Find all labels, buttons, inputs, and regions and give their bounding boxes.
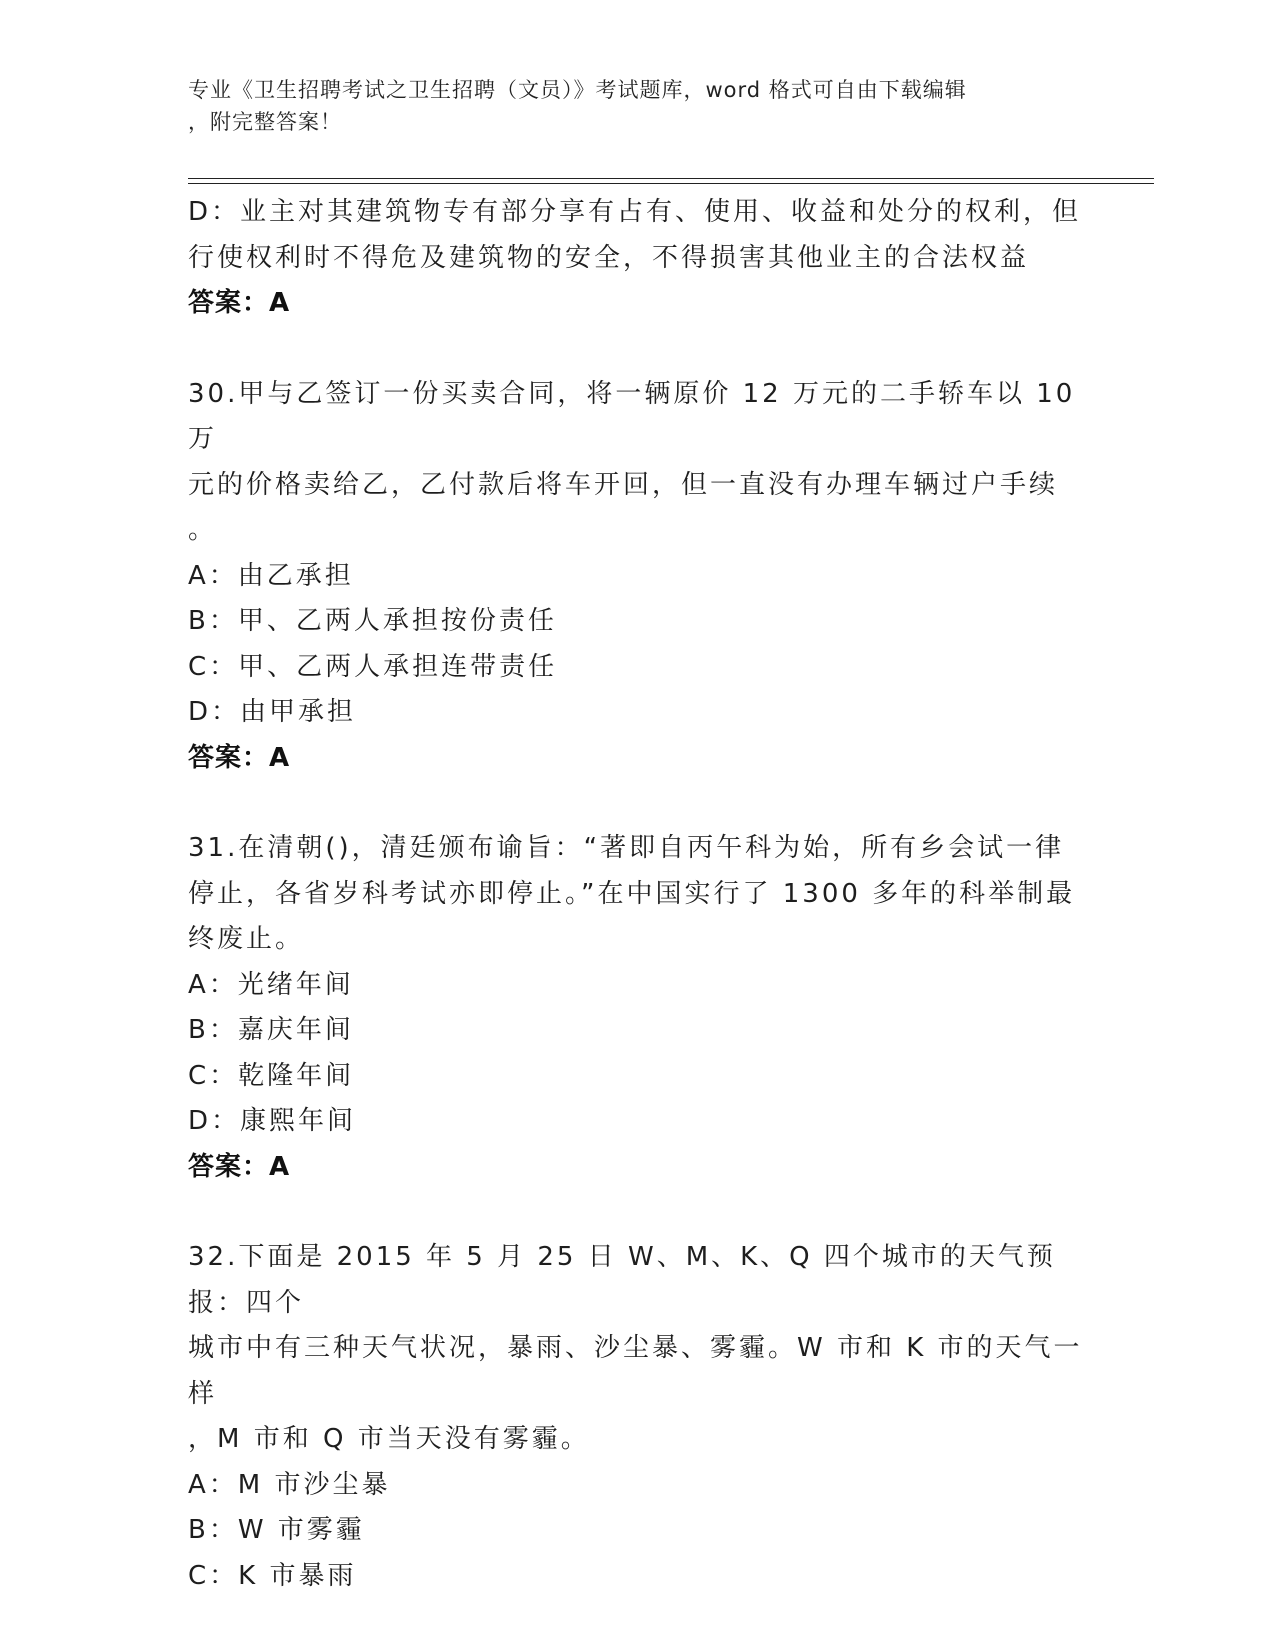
- question-stem-line: 30.甲与乙签订一份买卖合同，将一辆原价 12 万元的二手轿车以 10 万: [188, 378, 1087, 454]
- option-c: C：乾隆年间: [188, 1060, 355, 1091]
- question-29-continuation: [188, 190, 1088, 327]
- option-b: B：W 市雾霾: [188, 1515, 365, 1545]
- header-title-line-2: ，附完整答案！: [188, 110, 342, 134]
- spacer: [188, 1190, 1088, 1235]
- document-header: [188, 74, 1078, 138]
- header-rule-top: [188, 178, 1154, 179]
- header-title-line-1: 专业《卫生招聘考试之卫生招聘（文员）》考试题库，word 格式可自由下载编辑: [188, 78, 967, 102]
- question-stem-line: 城市中有三种天气状况，暴雨、沙尘暴、雾霾。W 市和 K 市的天气一样: [188, 1333, 1083, 1409]
- option-a: A：M 市沙尘暴: [188, 1469, 391, 1500]
- option-a: A：光绪年间: [188, 969, 354, 1000]
- option-a: A：由乙承担: [188, 560, 354, 591]
- option-b: B：甲、乙两人承担按份责任: [188, 606, 557, 636]
- document-body: [188, 190, 1088, 1599]
- option-d: D：由甲承担: [188, 697, 357, 727]
- spacer: [188, 327, 1088, 372]
- spacer: [188, 781, 1088, 826]
- question-30: [188, 372, 1088, 782]
- option-b: B：嘉庆年间: [188, 1015, 354, 1045]
- question-stem-line: 终废止。: [188, 924, 305, 954]
- question-stem-line: 停止，各省岁科考试亦即停止。”在中国实行了 1300 多年的科举制最: [188, 878, 1076, 909]
- answer-label: 答案：A: [188, 1151, 291, 1182]
- answer-label: 答案：A: [188, 288, 291, 318]
- question-stem-line: 31.在清朝()，清廷颁布谕旨：“著即自丙午科为始，所有乡会试一律: [188, 833, 1065, 863]
- question-stem-line: 32.下面是 2015 年 5 月 25 日 W、M、K、Q 四个城市的天气预报：四个: [188, 1242, 1056, 1318]
- option-d-line-1: D：业主对其建筑物专有部分享有占有、使用、收益和处分的权利，但: [188, 197, 1082, 227]
- option-d: D：康熙年间: [188, 1106, 357, 1136]
- header-rule-bottom: [188, 183, 1154, 184]
- answer-label: 答案：A: [188, 742, 291, 773]
- question-stem-line: 元的价格卖给乙，乙付款后将车开回，但一直没有办理车辆过户手续: [188, 469, 1059, 500]
- question-stem-line: ，M 市和 Q 市当天没有雾霾。: [188, 1424, 590, 1454]
- question-32: [188, 1235, 1088, 1599]
- option-c: C：K 市暴雨: [188, 1560, 357, 1591]
- option-d-line-2: 行使权利时不得危及建筑物的安全，不得损害其他业主的合法权益: [188, 242, 1030, 273]
- question-31: [188, 826, 1088, 1190]
- question-stem-line: 。: [188, 515, 218, 545]
- option-c: C：甲、乙两人承担连带责任: [188, 651, 558, 682]
